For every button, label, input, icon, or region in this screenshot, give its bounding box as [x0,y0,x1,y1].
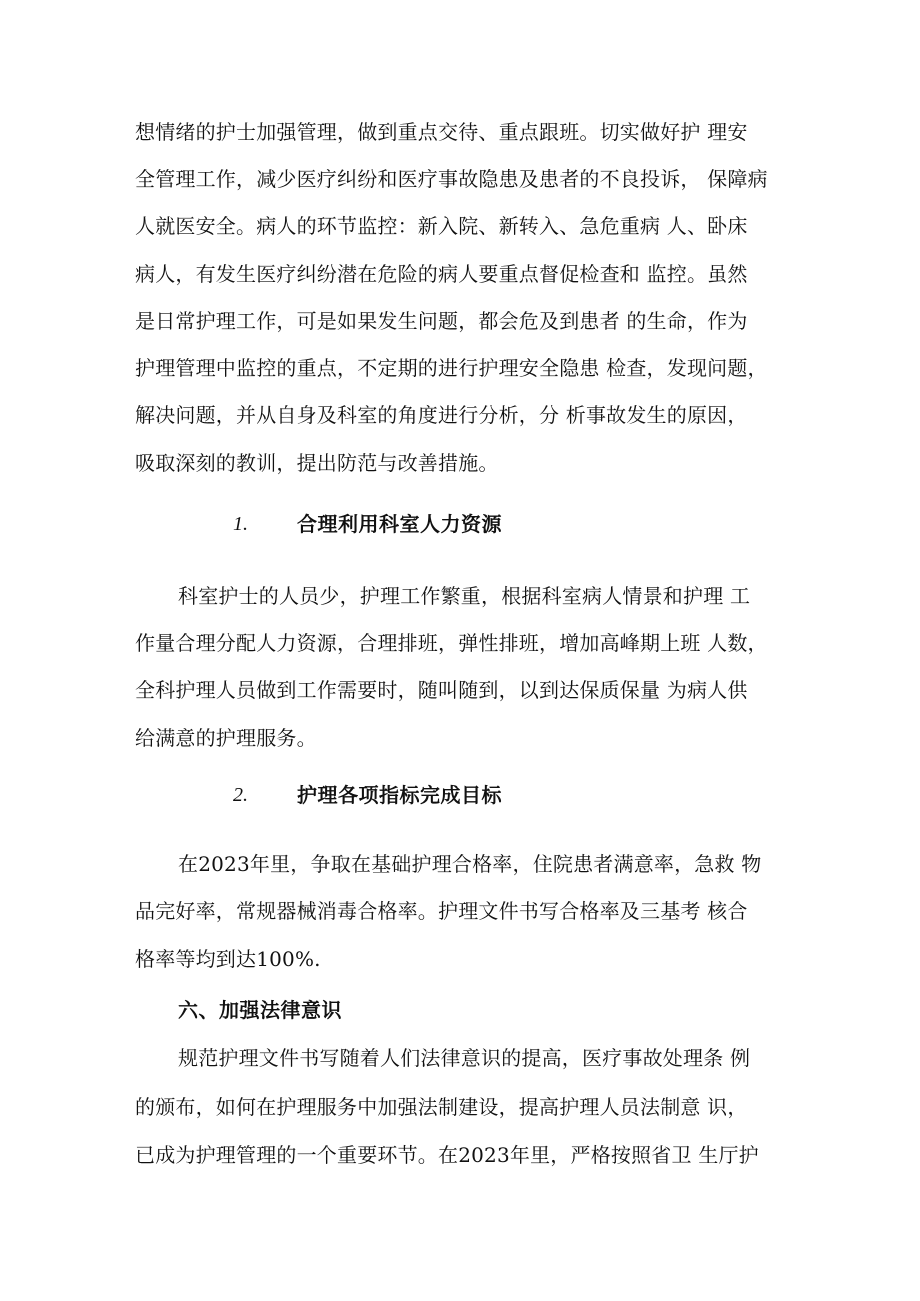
paragraph-line: 已成为护理管理的一个重要环节。在2023年里，严格按照省卫 生厅护 [135,1143,759,1167]
heading-title: 合理利用科室人力资源 [297,512,502,536]
paragraph-line: 规范护理文件书写随着人们法律意识的提高，医疗事故处理条 例 [178,1046,751,1070]
paragraph-line: 科室护士的人员少，护理工作繁重，根据科室病人情景和护理 工 [178,584,751,608]
paragraph-line: 病人，有发生医疗纠纷潜在危险的病人要重点督促检查和 监控。虽然 [135,262,748,286]
paragraph-line: 全管理工作，减少医疗纠纷和医疗事故隐患及患者的不良投诉， 保障病 [135,167,768,191]
paragraph-line: 作量合理分配人力资源，合理排班，弹性排班，增加高峰期上班 人数， [135,631,768,655]
paragraph-line: 人就医安全。病人的环节监控：新入院、新转入、急危重病 人、卧床 [135,214,748,238]
paragraph-line: 解决问题，并从自身及科室的角度进行分析，分 析事故发生的原因， [135,403,748,427]
paragraph-line: 品完好率，常规器械消毒合格率。护理文件书写合格率及三基考 核合 [135,899,748,923]
paragraph-line: 想情绪的护士加强管理，做到重点交待、重点跟班。切实做好护 理安 [135,120,748,144]
paragraph-line: 给满意的护理服务。 [135,726,317,750]
section-title: 六、加强法律意识 [178,998,342,1022]
paragraph-line: 护理管理中监控的重点，不定期的进行护理安全隐患 检查，发现问题， [135,356,768,380]
paragraph-line: 格率等均到达100%. [135,947,321,971]
paragraph-line: 的颁布，如何在护理服务中加强法制建设，提高护理人员法制意 识， [135,1095,748,1119]
paragraph-line: 在2023年里，争取在基础护理合格率，住院患者满意率，急救 物 [178,852,762,876]
heading-title: 护理各项指标完成目标 [297,783,502,807]
paragraph-line: 吸取深刻的教训，提出防范与改善措施。 [135,451,499,475]
heading-number: 2. [233,784,248,806]
heading-number: 1. [233,513,248,535]
paragraph-line: 全科护理人员做到工作需要时，随叫随到，以到达保质保量 为病人供 [135,678,748,702]
paragraph-line: 是日常护理工作，可是如果发生问题，都会危及到患者 的生命，作为 [135,309,748,333]
